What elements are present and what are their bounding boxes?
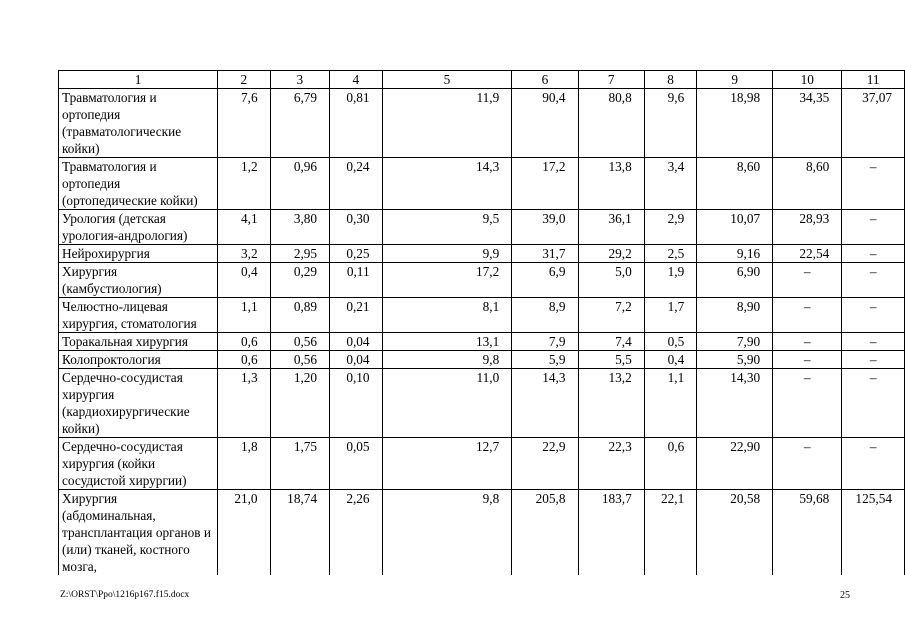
table-row (59, 351, 905, 369)
table-cell: 1,8 (218, 438, 271, 490)
table-cell: – (842, 438, 905, 490)
table-cell: 205,8 (512, 490, 578, 576)
table-row (59, 263, 905, 298)
table-cell: 7,9 (512, 333, 578, 351)
table-cell: 13,2 (578, 369, 644, 438)
table-cell: 80,8 (578, 89, 644, 158)
row-label: Травматология и ортопедия (травматологические койки) (59, 89, 218, 158)
row-label: Травматология и ортопедия (ортопедические койки) (59, 158, 218, 210)
table-cell: 9,8 (382, 490, 512, 576)
table-cell: 0,6 (218, 333, 271, 351)
table-cell: 1,75 (270, 438, 330, 490)
column-header-11: 11 (842, 71, 905, 89)
table-cell: 9,5 (382, 210, 512, 245)
table-cell: 2,9 (644, 210, 697, 245)
table-cell: 0,6 (218, 351, 271, 369)
table-cell: – (773, 298, 842, 333)
table-cell: 8,9 (512, 298, 578, 333)
table-row (59, 490, 905, 576)
table-cell: 1,2 (218, 158, 271, 210)
table-cell: – (842, 369, 905, 438)
table-cell: 3,2 (218, 245, 271, 263)
table-cell: 14,3 (382, 158, 512, 210)
table-cell: 5,90 (697, 351, 773, 369)
row-label: Челюстно-лицевая хирургия, стоматология (59, 298, 218, 333)
table-row (59, 89, 905, 158)
table-cell: 8,1 (382, 298, 512, 333)
table-cell: 3,4 (644, 158, 697, 210)
table-cell: 125,54 (842, 490, 905, 576)
table-cell: 18,74 (270, 490, 330, 576)
table-cell: 1,7 (644, 298, 697, 333)
table-cell: 0,10 (330, 369, 383, 438)
table-row (59, 333, 905, 351)
table-cell: 0,56 (270, 351, 330, 369)
column-header-6: 6 (512, 71, 578, 89)
table-cell: 90,4 (512, 89, 578, 158)
table-cell: – (773, 333, 842, 351)
row-label: Сердечно-сосудистая хирургия (койки сосудистой хирургии) (59, 438, 218, 490)
table-cell: 13,8 (578, 158, 644, 210)
header-row (59, 71, 905, 89)
table-cell: 5,5 (578, 351, 644, 369)
table-cell: 22,9 (512, 438, 578, 490)
table-cell: 22,54 (773, 245, 842, 263)
table-cell: 0,81 (330, 89, 383, 158)
table-cell: 22,90 (697, 438, 773, 490)
table-cell: – (842, 333, 905, 351)
table-cell: 9,8 (382, 351, 512, 369)
table-row (59, 245, 905, 263)
table-cell: 0,89 (270, 298, 330, 333)
table-cell: 0,4 (644, 351, 697, 369)
table-cell: 13,1 (382, 333, 512, 351)
table-cell: 7,90 (697, 333, 773, 351)
column-header-2: 2 (218, 71, 271, 89)
table-cell: 0,25 (330, 245, 383, 263)
row-label: Урология (детская урология-андрология) (59, 210, 218, 245)
table-cell: – (773, 351, 842, 369)
table-cell: 0,30 (330, 210, 383, 245)
row-label: Нейрохирургия (59, 245, 218, 263)
table-cell: 22,3 (578, 438, 644, 490)
table-cell: 1,1 (218, 298, 271, 333)
table-row (59, 210, 905, 245)
row-label: Хирургия (камбустиология) (59, 263, 218, 298)
table-cell: 1,3 (218, 369, 271, 438)
table-cell: – (773, 438, 842, 490)
table-cell: 9,16 (697, 245, 773, 263)
column-header-10: 10 (773, 71, 842, 89)
table-row (59, 298, 905, 333)
table-cell: 5,0 (578, 263, 644, 298)
table-cell: 6,90 (697, 263, 773, 298)
table-cell: 0,4 (218, 263, 271, 298)
table-cell: 7,2 (578, 298, 644, 333)
page-number: 25 (840, 590, 850, 601)
table-cell: – (842, 351, 905, 369)
table-cell: 183,7 (578, 490, 644, 576)
table-cell: 8,90 (697, 298, 773, 333)
table-cell: 0,96 (270, 158, 330, 210)
column-header-4: 4 (330, 71, 383, 89)
table-cell: 17,2 (382, 263, 512, 298)
table-cell: 39,0 (512, 210, 578, 245)
table-cell: 0,29 (270, 263, 330, 298)
table-cell: 28,93 (773, 210, 842, 245)
row-label: Колопроктология (59, 351, 218, 369)
table-row (59, 158, 905, 210)
table-cell: 31,7 (512, 245, 578, 263)
table-cell: 7,4 (578, 333, 644, 351)
table-cell: 3,80 (270, 210, 330, 245)
table-cell: 0,56 (270, 333, 330, 351)
table-cell: 37,07 (842, 89, 905, 158)
column-header-9: 9 (697, 71, 773, 89)
table-cell: 1,9 (644, 263, 697, 298)
table-cell: 34,35 (773, 89, 842, 158)
table-cell: 1,1 (644, 369, 697, 438)
table-cell: 7,6 (218, 89, 271, 158)
table-cell: 1,20 (270, 369, 330, 438)
table-cell: 12,7 (382, 438, 512, 490)
table-cell: 20,58 (697, 490, 773, 576)
table-cell: 0,11 (330, 263, 383, 298)
table-cell: 0,04 (330, 333, 383, 351)
table-cell: 11,9 (382, 89, 512, 158)
table-cell: 11,0 (382, 369, 512, 438)
table-cell: 6,79 (270, 89, 330, 158)
column-header-3: 3 (270, 71, 330, 89)
column-header-7: 7 (578, 71, 644, 89)
column-header-1: 1 (59, 71, 218, 89)
table-cell: – (842, 245, 905, 263)
table-cell: 0,21 (330, 298, 383, 333)
column-header-8: 8 (644, 71, 697, 89)
table-cell: 0,04 (330, 351, 383, 369)
table-cell: 2,5 (644, 245, 697, 263)
table-cell: 22,1 (644, 490, 697, 576)
table-row (59, 369, 905, 438)
table-cell: 36,1 (578, 210, 644, 245)
table-cell: 2,95 (270, 245, 330, 263)
table-cell: 59,68 (773, 490, 842, 576)
row-label: Торакальная хирургия (59, 333, 218, 351)
table-cell: – (773, 263, 842, 298)
column-header-5: 5 (382, 71, 512, 89)
table-cell: 14,3 (512, 369, 578, 438)
table-cell: 9,6 (644, 89, 697, 158)
row-label: Хирургия (абдоминальная, трансплантация органов и (или) тканей, костного мозга, (59, 490, 218, 576)
table-body (59, 89, 905, 576)
table-cell: – (773, 369, 842, 438)
table-cell: 9,9 (382, 245, 512, 263)
table-cell: 14,30 (697, 369, 773, 438)
table-cell: 6,9 (512, 263, 578, 298)
data-table (58, 70, 905, 575)
footer-file-path: Z:\ORST\Ppo\1216p167.f15.docx (60, 590, 190, 600)
table-cell: 2,26 (330, 490, 383, 576)
table-cell: 0,5 (644, 333, 697, 351)
table-cell: 0,05 (330, 438, 383, 490)
table-cell: 8,60 (697, 158, 773, 210)
table-cell: 4,1 (218, 210, 271, 245)
table-row (59, 438, 905, 490)
table-cell: – (842, 298, 905, 333)
table-cell: 29,2 (578, 245, 644, 263)
table-cell: 18,98 (697, 89, 773, 158)
table-cell: 10,07 (697, 210, 773, 245)
table-cell: 0,24 (330, 158, 383, 210)
table-cell: 17,2 (512, 158, 578, 210)
table-cell: – (842, 158, 905, 210)
table-cell: 8,60 (773, 158, 842, 210)
row-label: Сердечно-сосудистая хирургия (кардиохирургические койки) (59, 369, 218, 438)
table-cell: – (842, 210, 905, 245)
table-cell: 0,6 (644, 438, 697, 490)
table-cell: 5,9 (512, 351, 578, 369)
table-cell: – (842, 263, 905, 298)
table-cell: 21,0 (218, 490, 271, 576)
